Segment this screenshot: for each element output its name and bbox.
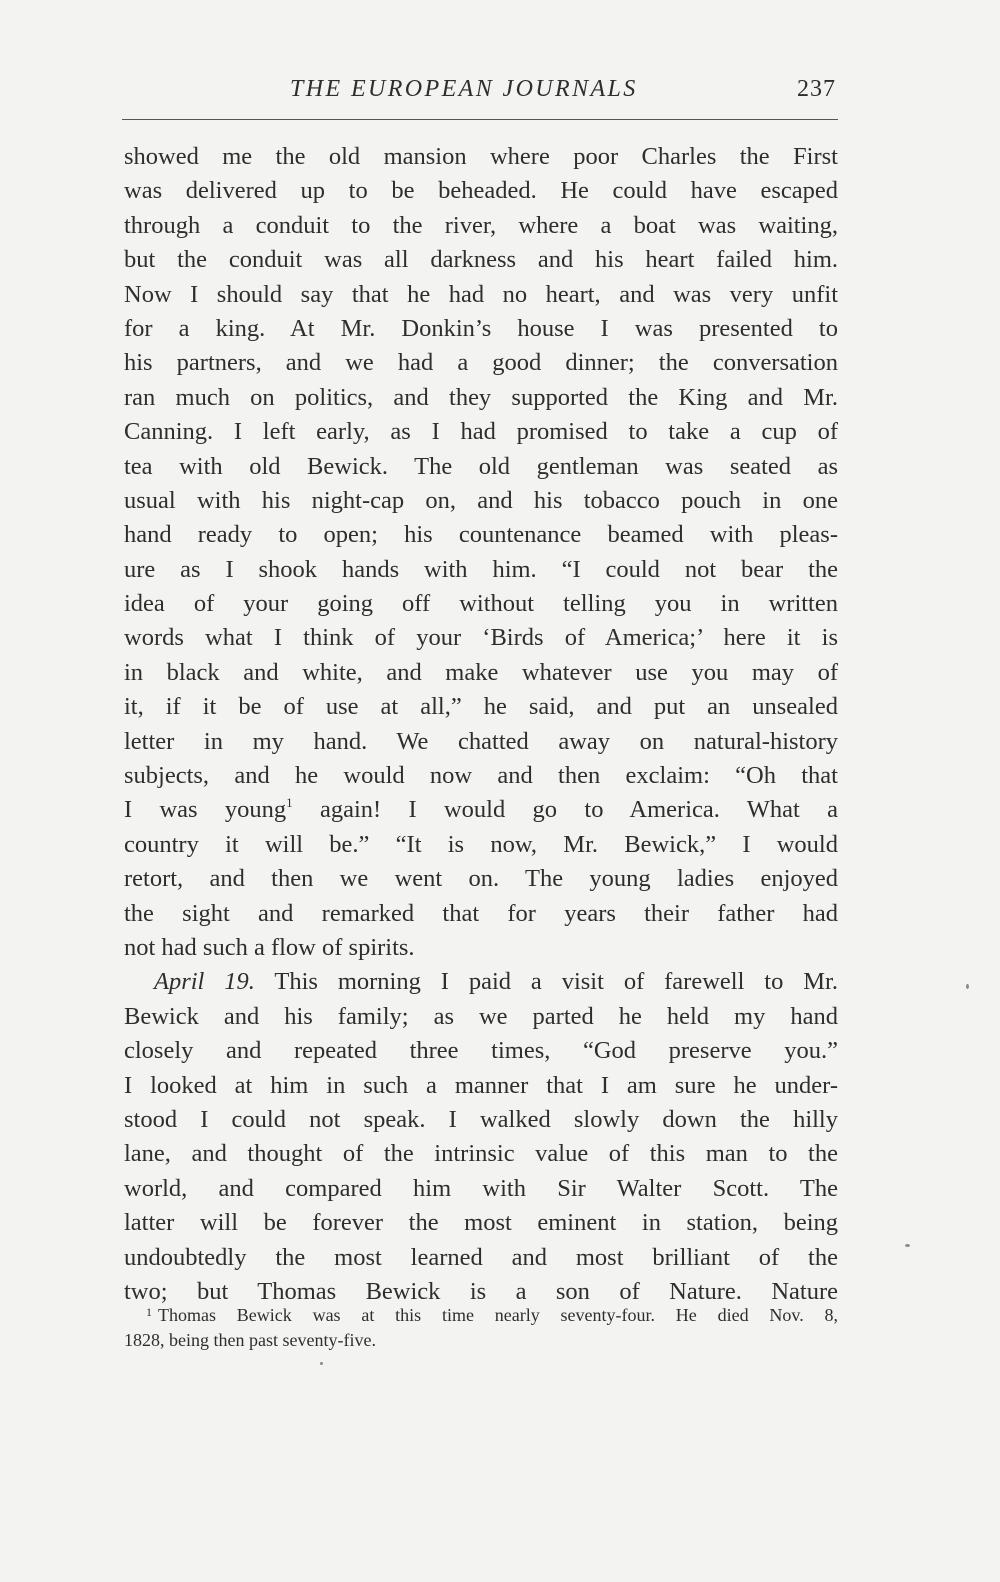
text-line: undoubtedly the most learned and most brilliant of the xyxy=(124,1243,838,1271)
text-line: tea with old Bewick. The old gentleman was seated as xyxy=(124,452,838,480)
text-line: retort, and then we went on. The young ladies enjoyed xyxy=(124,865,838,893)
body-text xyxy=(124,140,838,1309)
text-line: subjects, and he would now and then exclaim: “Oh that xyxy=(124,762,838,790)
text-segment: again! I would go to America. What a xyxy=(292,796,838,824)
text-line: words what I think of your ‘Birds of America;’ here it is xyxy=(124,624,838,652)
text-line: idea of your going off without telling you in written xyxy=(124,590,838,618)
text-line: hand ready to open; his countenance beamed with pleas- xyxy=(124,521,838,549)
text-line: lane, and thought of the intrinsic value of this man to the xyxy=(124,1140,838,1168)
footnote xyxy=(124,1298,838,1354)
text-line: for a king. At Mr. Donkin’s house I was presented to xyxy=(124,314,838,342)
text-line: it, if it be of use at all,” he said, and put an unsealed xyxy=(124,693,838,721)
text-segment: This morning I paid a visit of farewell to Mr. xyxy=(254,968,838,996)
text-line-with-footnote-ref xyxy=(124,793,838,827)
text-line: was delivered up to be beheaded. He could have escaped xyxy=(124,177,838,205)
paper-speck xyxy=(320,1362,323,1365)
page-number: 237 xyxy=(797,76,836,102)
text-line: Canning. I left early, as I had promised to take a cup of xyxy=(124,418,838,446)
text-line: two; but Thomas Bewick is a son of Nature. Nature xyxy=(124,1277,838,1305)
text-line: showed me the old mansion where poor Charles the First xyxy=(124,143,838,170)
footnote-text: Thomas Bewick was at this time nearly seventy-four. He died Nov. 8, xyxy=(158,1305,838,1325)
text-line: Bewick and his family; as we parted he held my hand xyxy=(124,1002,838,1030)
header-rule xyxy=(122,119,838,120)
text-line: world, and compared him with Sir Walter Scott. The xyxy=(124,1174,838,1202)
text-line: through a conduit to the river, where a boat was waiting, xyxy=(124,211,838,239)
text-line: usual with his night-cap on, and his tobacco pouch in one xyxy=(124,486,838,514)
text-line: his partners, and we had a good dinner; the conversation xyxy=(124,349,838,377)
paper-speck xyxy=(905,1244,910,1247)
text-line: in black and white, and make whatever use you may of xyxy=(124,658,838,686)
text-line: country it will be.” “It is now, Mr. Bewick,” I would xyxy=(124,830,838,858)
text-line: but the conduit was all darkness and his heart failed him. xyxy=(124,246,838,274)
paragraph-start-line xyxy=(124,965,838,999)
text-line: ure as I shook hands with him. “I could not bear the xyxy=(124,555,838,583)
footnote-line: 1828, being then past seventy-five. xyxy=(124,1330,376,1350)
text-line: latter will be forever the most eminent in station, being xyxy=(124,1209,838,1237)
text-line: the sight and remarked that for years their father had xyxy=(124,899,838,927)
footnote-line xyxy=(124,1298,838,1326)
paper-speck xyxy=(966,984,969,989)
entry-date: April 19. xyxy=(154,968,255,996)
text-line: letter in my hand. We chatted away on natural-history xyxy=(124,727,838,755)
text-line: I looked at him in such a manner that I am sure he under- xyxy=(124,1071,838,1099)
running-head xyxy=(122,72,838,112)
text-line: closely and repeated three times, “God preserve you.” xyxy=(124,1037,838,1065)
text-line: ran much on politics, and they supported the King and Mr. xyxy=(124,383,838,411)
footnote-marker: 1 xyxy=(146,1305,152,1319)
text-segment: I was young xyxy=(124,796,287,824)
paragraph-end-line: not had such a flow of spirits. xyxy=(124,933,415,961)
text-line: stood I could not speak. I walked slowly down the hilly xyxy=(124,1105,838,1133)
running-title: THE EUROPEAN JOURNALS xyxy=(290,76,638,102)
text-line: Now I should say that he had no heart, and was very unfit xyxy=(124,280,838,308)
footnote-reference: 1 xyxy=(286,795,293,811)
